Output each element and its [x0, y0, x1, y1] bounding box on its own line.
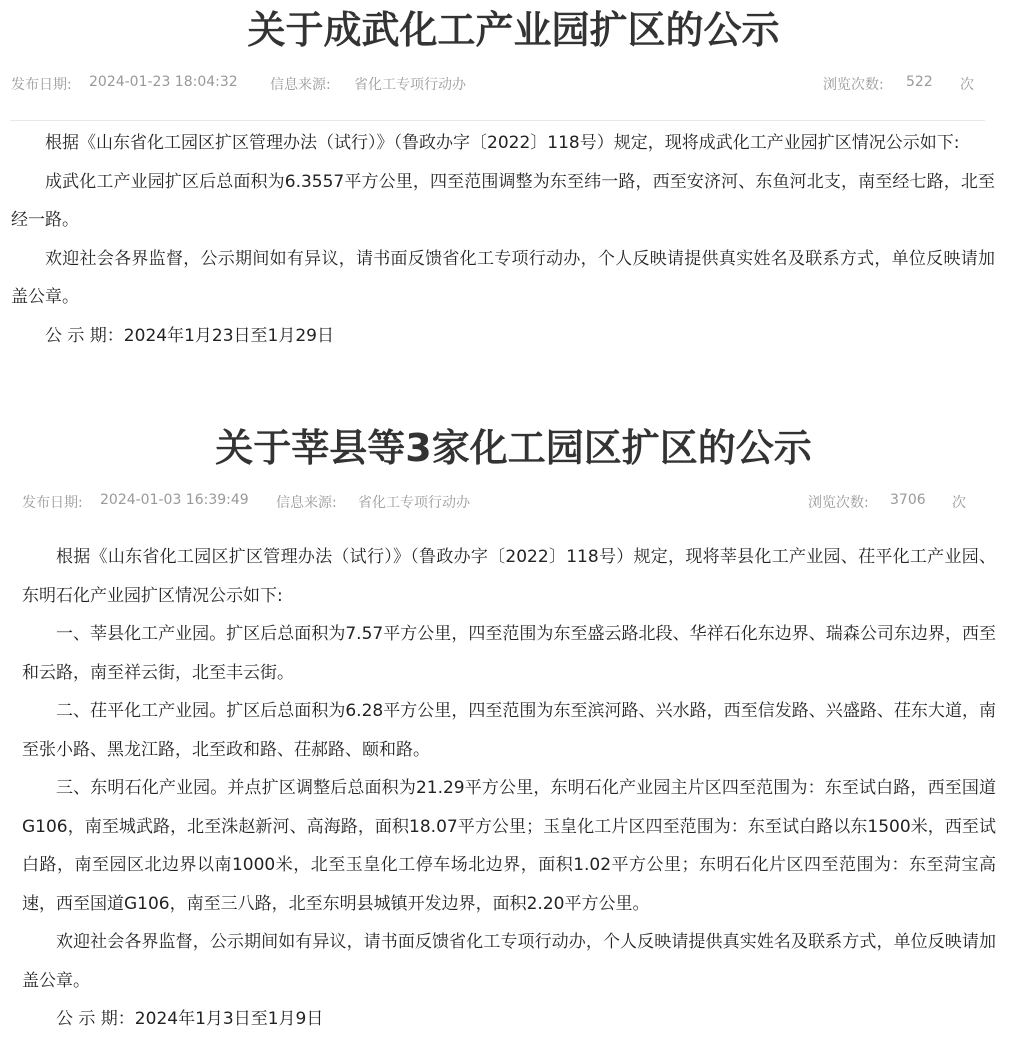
paragraph: 成武化工产业园扩区后总面积为6.3557平方公里，四至范围调整为东至纬一路，西至安济河、东鱼河北支，南至经七路，北至经一路。: [11, 171, 995, 230]
article-body: [11, 124, 995, 355]
views-count: 522: [906, 74, 933, 90]
article-title: 关于莘县等3家化工园区扩区的公示: [215, 426, 812, 470]
paragraph: 二、茌平化工产业园。扩区后总面积为6.28平方公里，四至范围为东至滨河路、兴水路，西至信发路、兴盛路、茌东大道，南至张小路、黑龙江路，北至政和路、茌郝路、颐和路。: [22, 701, 996, 760]
publicity-period: 公 示 期：2024年1月3日至1月9日: [56, 1009, 324, 1029]
source-value: 省化工专项行动办: [358, 495, 470, 511]
views-label: 浏览次数:: [808, 495, 869, 511]
publicity-period: 公 示 期：2024年1月23日至1月29日: [45, 325, 334, 346]
article-meta: [0, 68, 1027, 98]
publish-date-label: 发布日期:: [11, 77, 72, 93]
paragraph: 根据《山东省化工园区扩区管理办法（试行）》（鲁政办字〔2022〕118号）规定，现将莘县化工产业园、茌平化工产业园、东明石化产业园扩区情况公示如下:: [22, 547, 996, 606]
paragraph: 欢迎社会各界监督，公示期间如有异议，请书面反馈省化工专项行动办，个人反映请提供真实姓名及联系方式，单位反映请加盖公章。: [11, 248, 995, 307]
publish-date: 2024-01-23 18:04:32: [89, 74, 238, 90]
source-label: 信息来源:: [276, 495, 337, 511]
article-title: 关于成武化工产业园扩区的公示: [247, 8, 780, 52]
article-1: [0, 0, 1027, 346]
publish-date-label: 发布日期:: [22, 495, 83, 511]
views-label: 浏览次数:: [823, 77, 884, 93]
source-label: 信息来源:: [270, 77, 331, 93]
paragraph: 三、东明石化产业园。并点扩区调整后总面积为21.29平方公里，东明石化产业园主片区四至范围为：东至试白路，西至国道G106，南至城武路，北至洙赵新河、高海路，面积18.07平方公里；玉皇化工片区四至范围为：东至试白路以东1500米，西至试白路，南至园区北边界以南1000米，北至玉皇化工停车场北边界，面积1.02平方公里；东明石化片区四至范围为：东至菏宝高速，西至国道G106，南至三八路，北至东明县城镇开发边界，面积2.20平方公里。: [22, 778, 996, 914]
views-count: 3706: [890, 492, 926, 508]
divider: [10, 120, 985, 121]
publish-date: 2024-01-03 16:39:49: [100, 492, 249, 508]
paragraph: 欢迎社会各界监督，公示期间如有异议，请书面反馈省化工专项行动办，个人反映请提供真实姓名及联系方式，单位反映请加盖公章。: [22, 932, 996, 991]
views-unit: 次: [952, 495, 966, 511]
article-2: [0, 418, 1027, 1029]
article-body: [22, 538, 996, 1039]
source-value: 省化工专项行动办: [354, 77, 466, 93]
article-meta: [0, 486, 1027, 516]
paragraph: 一、莘县化工产业园。扩区后总面积为7.57平方公里，四至范围为东至盛云路北段、华祥石化东边界、瑞森公司东边界，西至和云路，南至祥云街，北至丰云街。: [22, 624, 996, 683]
paragraph: 根据《山东省化工园区扩区管理办法（试行）》（鲁政办字〔2022〕118号）规定，现将成武化工产业园扩区情况公示如下:: [45, 133, 960, 153]
views-unit: 次: [960, 77, 974, 93]
